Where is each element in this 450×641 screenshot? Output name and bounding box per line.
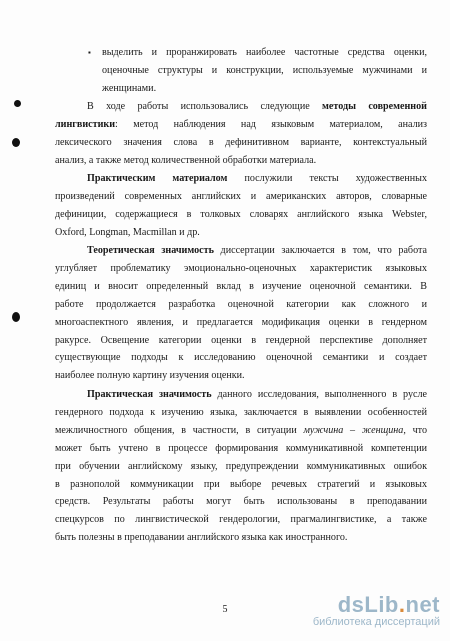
practice-text: данного исследования, выполненного в русле (211, 389, 427, 400)
material-line: дефиниции, содержащиеся в толковых словарях английского языка Webster, (55, 208, 427, 220)
methods-line: лексического значения слова в дефинитивном варианте, контекстуальный (55, 136, 427, 148)
practice-paragraph (55, 386, 427, 547)
methods-paragraph (55, 98, 427, 170)
theory-line: ракурсе. Освещение категории оценки в гендерной перспективе дополняет (55, 334, 427, 346)
practice-italic-term: мужчина – женщина (303, 424, 404, 436)
methods-line: анализ, а также метод количественной обработки материала. (55, 154, 317, 166)
practice-line: в разнополой коммуникации при выборе речевых стратегий и языковых (55, 478, 427, 490)
bullet-marker: ▪ (88, 48, 91, 57)
practice-line: средств. Результаты работы могут быть использованы в преподавании (55, 496, 427, 508)
practice-line: быть полезны в преподавании английского языка как иностранного. (55, 532, 348, 544)
watermark-logo: dsLib.net (337, 592, 440, 617)
practice-line: гендерного подхода к изучению языка, заключается в выявлении особенностей (55, 406, 427, 418)
bullet-line: женщинами. (102, 83, 157, 94)
binder-hole-mark (12, 138, 20, 147)
page-number: 5 (222, 604, 228, 615)
theory-line: существующие подходы к исследованию оценочной семантики и создает (55, 352, 427, 364)
practice-heading: Практическая значимость (87, 389, 212, 400)
practice-line: при обучении английскому языку, предупреждении коммуникативных ошибок (55, 460, 427, 472)
binder-hole-mark (12, 312, 20, 322)
theory-heading: Теоретическая значимость (87, 245, 214, 256)
practice-line: спецкурсов по лингвистической гендерологии, прагмалингвистике, а также (55, 514, 427, 526)
bullet-line: выделить и проранжировать наиболее частотные средства оценки, (102, 47, 427, 58)
methods-heading-cont: лингвистики (55, 118, 116, 130)
theory-line: единиц и вносит определенный вклад в изучение оценочной семантики. В (55, 280, 427, 292)
watermark-subtitle: библиотека диссертаций (312, 616, 440, 628)
theory-line: работе продолжается разработка оценочной категории как сложного и (55, 298, 427, 310)
theory-line: наиболее полную картину изучения оценки. (55, 370, 245, 382)
material-paragraph (55, 170, 427, 242)
methods-text: : метод наблюдения над языковым материалом, анализ (115, 118, 427, 130)
practice-text: , что (403, 424, 427, 436)
theory-line: углубляет проблематику эмоционально-оценочных характеристик языковых (55, 262, 427, 274)
methods-text: В ходе работы использовались следующие (87, 101, 323, 112)
watermark (313, 592, 440, 628)
theory-paragraph (55, 242, 427, 385)
bullet-line: оценочные структуры и конструкции, используемые мужчинами и (102, 65, 427, 76)
practice-text: межличностного общения, в частности, в ситуации (55, 424, 304, 436)
theory-line: многоаспектного явления, и предлагается модификация оценки в гендерном (55, 316, 427, 328)
material-heading: Практическим материалом (87, 173, 228, 184)
theory-text: диссертации заключается в том, что работа (213, 245, 427, 256)
practice-line: может быть учтено в процессе формирования коммуникативной компетенции (55, 442, 427, 454)
material-text: послужили тексты художественных (227, 173, 427, 184)
material-line: произведений современных английских и американских авторов, словарные (55, 190, 427, 202)
binder-hole-mark (14, 100, 21, 107)
material-line: Oxford, Longman, Macmillan и др. (55, 226, 200, 238)
methods-heading: методы современной (322, 101, 427, 112)
